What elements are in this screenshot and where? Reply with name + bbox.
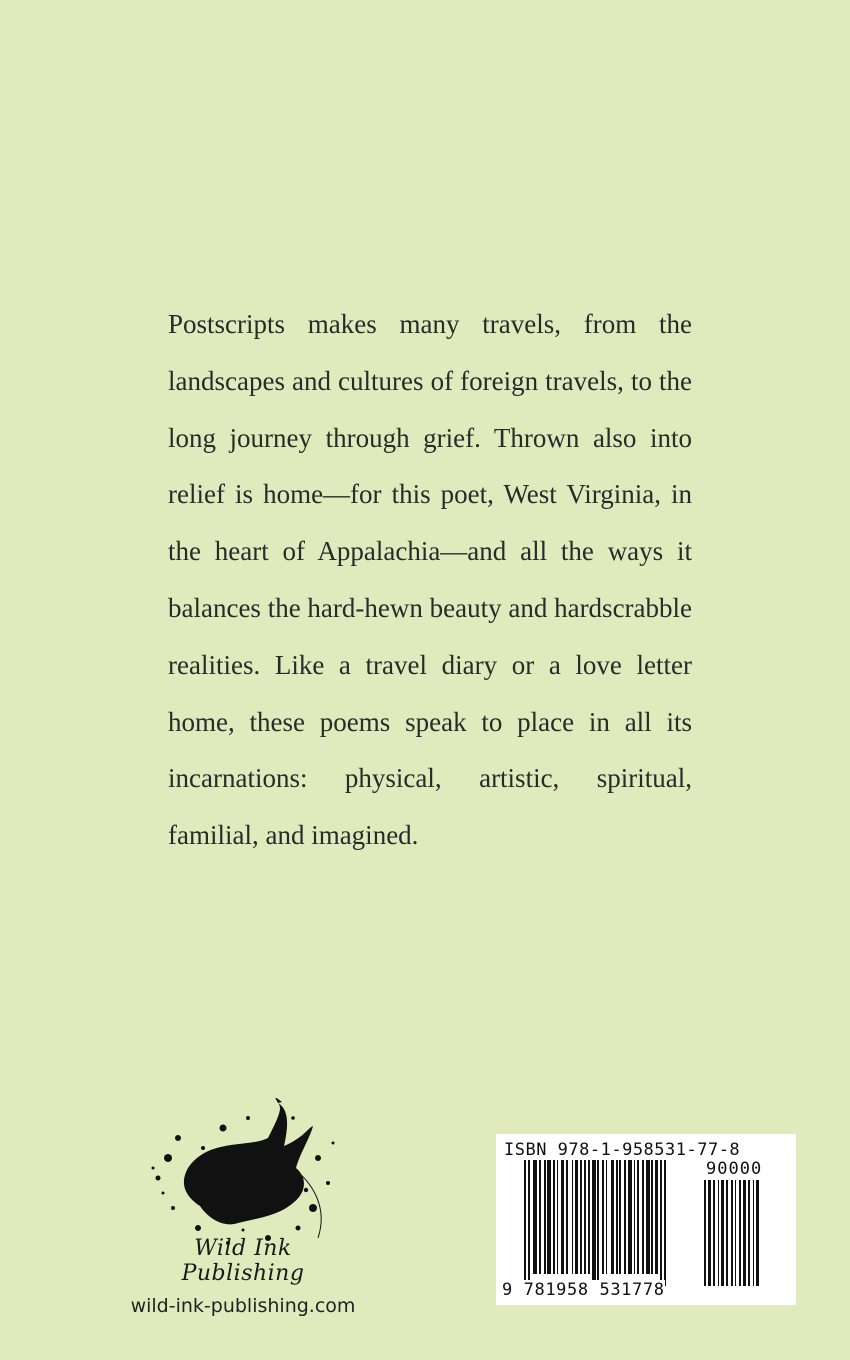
isbn-barcode (496, 1134, 796, 1305)
barcode-digits: 9 781958 531778 (502, 1280, 665, 1300)
isbn-label: ISBN 978-1-958531-77-8 (504, 1140, 741, 1160)
publisher-logo (128, 1098, 358, 1338)
back-cover-blurb: Postscripts makes many travels, from the landscapes and cultures of foreign travels, to the long journey through grief. Thrown also into relief is home—for this poet, West Virginia, in the heart of Appalachia—and all the ways it balances the hard-hewn beauty and hardscrabble realities. Like a travel diary or a love letter home, these poems speak to place in all its incarnations: physical, artistic, spiritual, familial, and imagined. (168, 309, 693, 851)
publisher-wordmark: Wild Ink Publishing (181, 1236, 305, 1286)
addon-barcode-bars (704, 1180, 788, 1286)
price-code: 90000 (706, 1159, 763, 1179)
publisher-url: wild-ink-publishing.com (130, 1295, 356, 1317)
barcode-bars (524, 1160, 696, 1286)
